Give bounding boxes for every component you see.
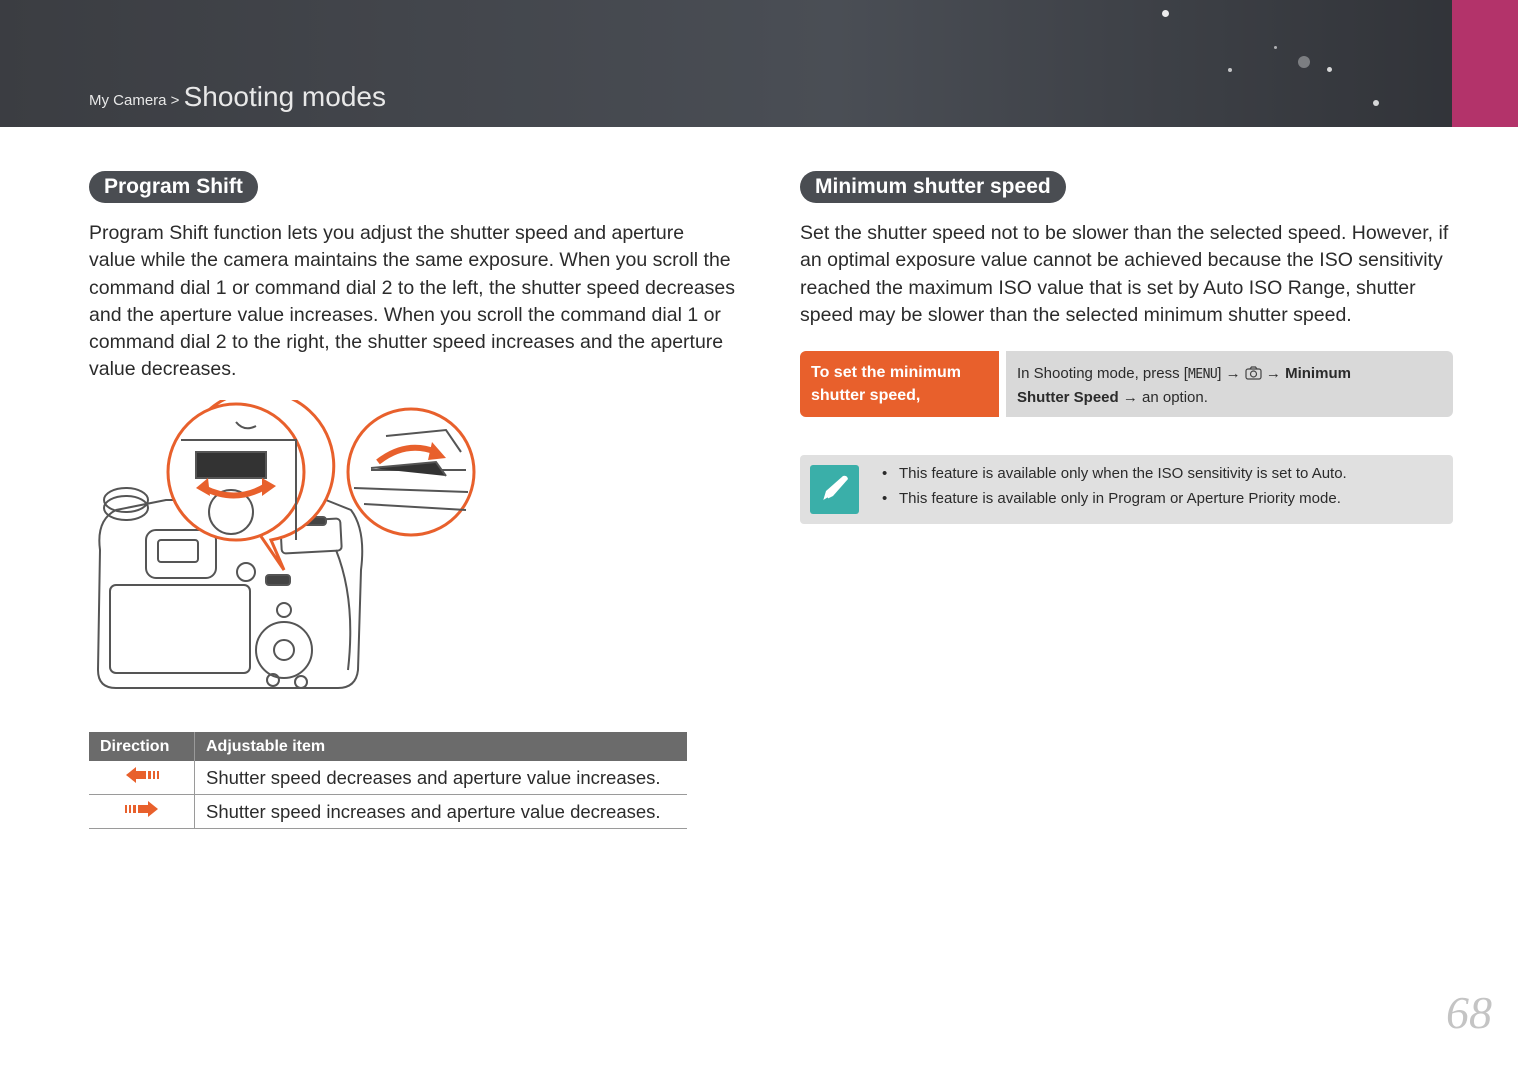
minimum-shutter-description bbox=[800, 220, 1460, 329]
program-shift-description bbox=[89, 220, 749, 384]
section-title-minimum-shutter-speed: Minimum shutter speed bbox=[800, 171, 1066, 203]
direction-table bbox=[89, 732, 687, 829]
step-text: → bbox=[1261, 365, 1286, 382]
left-arrow-icon bbox=[124, 766, 160, 784]
sparkle-decoration bbox=[1274, 46, 1277, 49]
note-item: • This feature is available only when the ISO sensitivity is set to Auto. bbox=[899, 465, 1347, 482]
menu-button-glyph: MENU bbox=[1187, 367, 1218, 382]
step-line-1 bbox=[1017, 362, 1442, 386]
right-arrow-icon bbox=[124, 800, 160, 818]
camera-menu-icon bbox=[1245, 366, 1262, 380]
paragraph-line: reached the maximum ISO value that is set by Auto ISO Range, shutter bbox=[800, 276, 1416, 299]
note-box bbox=[800, 455, 1453, 524]
paragraph-line: command dial 1 or command dial 2 to the left, the shutter speed decreases bbox=[89, 276, 736, 299]
camera-illustration bbox=[86, 400, 486, 700]
step-text: ] → bbox=[1217, 365, 1245, 382]
page-header bbox=[0, 0, 1518, 127]
table-row bbox=[89, 795, 687, 829]
table-header-row bbox=[89, 732, 687, 761]
header-accent-bar bbox=[1452, 0, 1518, 127]
dial-2-closeup bbox=[348, 409, 474, 535]
breadcrumb bbox=[89, 80, 386, 112]
step-instructions bbox=[1006, 351, 1453, 417]
step-label-line: shutter speed, bbox=[811, 387, 921, 404]
adjustable-item-cell: Shutter speed increases and aperture value decreases. bbox=[195, 795, 688, 829]
paragraph-line: value while the camera maintains the same exposure. When you scroll the bbox=[89, 249, 731, 272]
step-text: → an option. bbox=[1118, 389, 1208, 406]
sparkle-decoration bbox=[1298, 56, 1310, 68]
sparkle-decoration bbox=[1327, 67, 1332, 72]
direction-cell bbox=[89, 795, 195, 829]
page-title: Shooting modes bbox=[183, 81, 386, 112]
page-number: 68 bbox=[1446, 987, 1492, 1038]
menu-option-minimum: Minimum bbox=[1285, 365, 1351, 382]
paragraph-line: speed may be slower than the selected minimum shutter speed. bbox=[800, 303, 1352, 326]
breadcrumb-parent[interactable]: My Camera > bbox=[89, 92, 184, 109]
paragraph-line: command dial 2 to the right, the shutter speed increases and the aperture bbox=[89, 331, 724, 354]
table-row bbox=[89, 761, 687, 795]
sparkle-decoration bbox=[1228, 68, 1232, 72]
sparkle-decoration bbox=[1373, 100, 1379, 106]
paragraph-line: Program Shift function lets you adjust the shutter speed and aperture bbox=[89, 222, 685, 244]
step-label bbox=[800, 351, 999, 417]
step-line-2 bbox=[1017, 386, 1442, 409]
note-icon bbox=[810, 465, 859, 514]
paragraph-line: and the aperture value increases. When you scroll the command dial 1 or bbox=[89, 303, 721, 326]
paragraph-line: value decreases. bbox=[89, 358, 237, 381]
menu-option-shutter-speed: Shutter Speed bbox=[1017, 389, 1119, 406]
step-label-line: To set the minimum bbox=[811, 364, 961, 381]
paragraph-line: an optimal exposure value cannot be achieved because the ISO sensitivity bbox=[800, 249, 1443, 272]
adjustable-item-cell: Shutter speed decreases and aperture value increases. bbox=[195, 761, 688, 795]
column-header-adjustable-item: Adjustable item bbox=[195, 732, 688, 761]
column-header-direction: Direction bbox=[89, 732, 195, 761]
section-title-program-shift: Program Shift bbox=[89, 171, 258, 203]
note-item: • This feature is available only in Program or Aperture Priority mode. bbox=[899, 490, 1341, 507]
paragraph-line: Set the shutter speed not to be slower than the selected speed. However, if bbox=[800, 222, 1449, 244]
step-text: In Shooting mode, press [ bbox=[1017, 365, 1188, 382]
direction-cell bbox=[89, 761, 195, 795]
sparkle-decoration bbox=[1162, 10, 1169, 17]
